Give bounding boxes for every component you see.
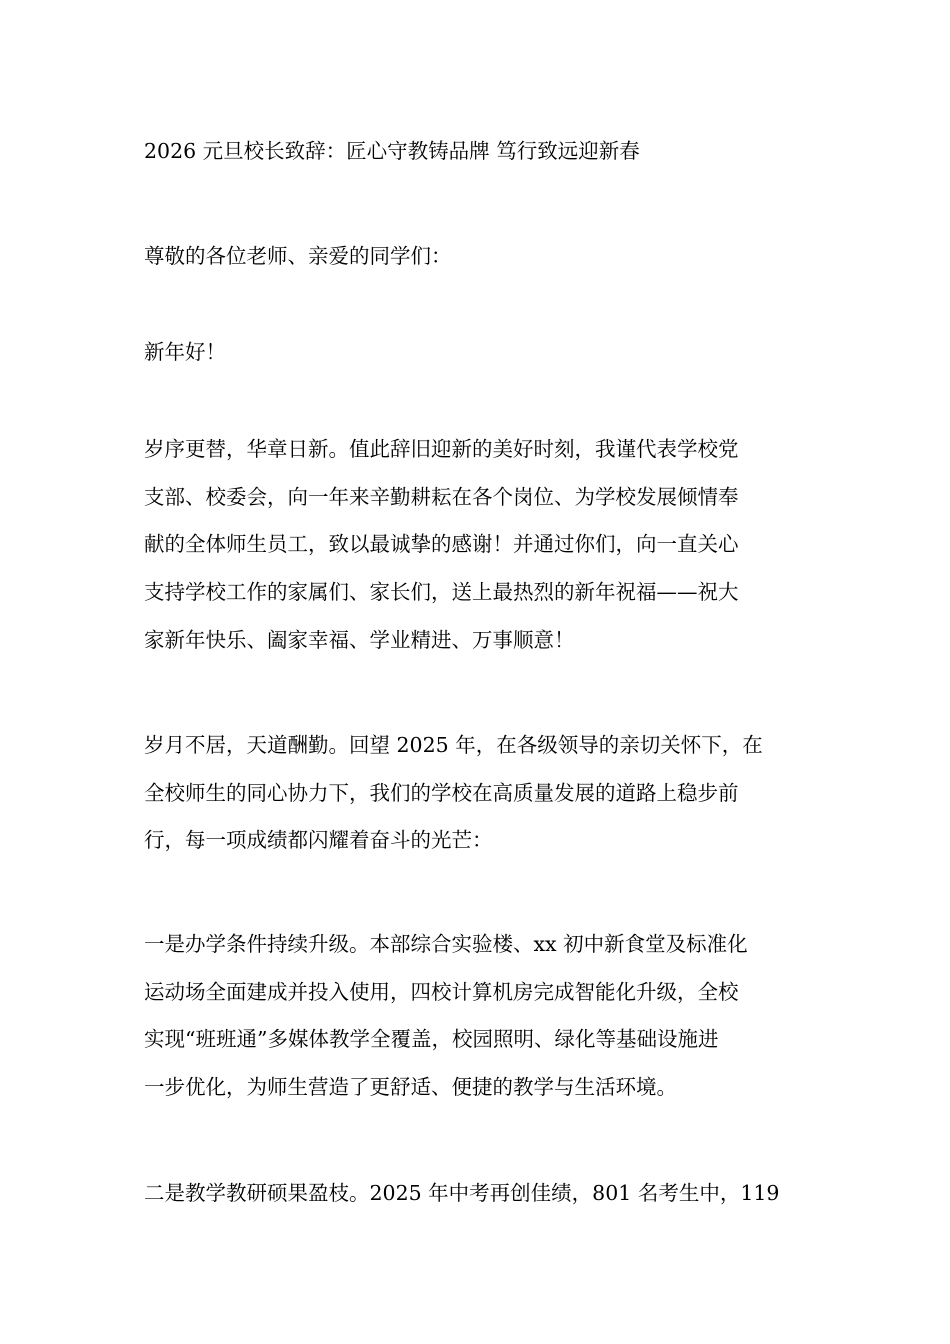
paragraph-4 (144, 1170, 806, 1218)
paragraph-line: 实现“班班通”多媒体教学全覆盖，校园照明、绿化等基础设施进 (144, 1027, 719, 1052)
paragraph-line: 家新年快乐、阖家幸福、学业精进、万事顺意！ (144, 627, 575, 652)
paragraph-line: 一步优化，为师生营造了更舒适、便捷的教学与生活环境。 (144, 1075, 677, 1100)
paragraph-3 (144, 921, 806, 1112)
document-title: 2026 元旦校长致辞：匠心守教铸品牌 笃行致远迎新春 (144, 139, 640, 163)
paragraph-line: 献的全体师生员工，致以最诚挚的感谢！并通过你们，向一直关心 (144, 532, 739, 557)
new-year-line: 新年好！ (144, 340, 226, 364)
paragraph-line: 运动场全面建成并投入使用，四校计算机房完成智能化升级，全校 (144, 979, 739, 1004)
paragraph-line: 全校师生的同心协力下，我们的学校在高质量发展的道路上稳步前 (144, 780, 739, 805)
paragraph-2 (144, 722, 806, 865)
paragraph-line: 支持学校工作的家属们、家长们，送上最热烈的新年祝福——祝大 (144, 580, 739, 605)
paragraph-line: 支部、校委会，向一年来辛勤耕耘在各个岗位、为学校发展倾情奉 (144, 484, 739, 509)
paragraph-line: 岁序更替，华章日新。值此辞旧迎新的美好时刻，我谨代表学校党 (144, 437, 739, 461)
greeting-line: 尊敬的各位老师、亲爱的同学们： (144, 244, 452, 268)
paragraph-1 (144, 426, 806, 664)
paragraph-line: 二是教学教研硕果盈枝。2025 年中考再创佳绩，801 名考生中，119 (144, 1181, 780, 1205)
paragraph-line: 行，每一项成绩都闪耀着奋斗的光芒： (144, 828, 493, 853)
paragraph-line: 一是办学条件持续升级。本部综合实验楼、xx 初中新食堂及标准化 (144, 932, 748, 956)
paragraph-line: 岁月不居，天道酬勤。回望 2025 年，在各级领导的亲切关怀下，在 (144, 733, 763, 757)
